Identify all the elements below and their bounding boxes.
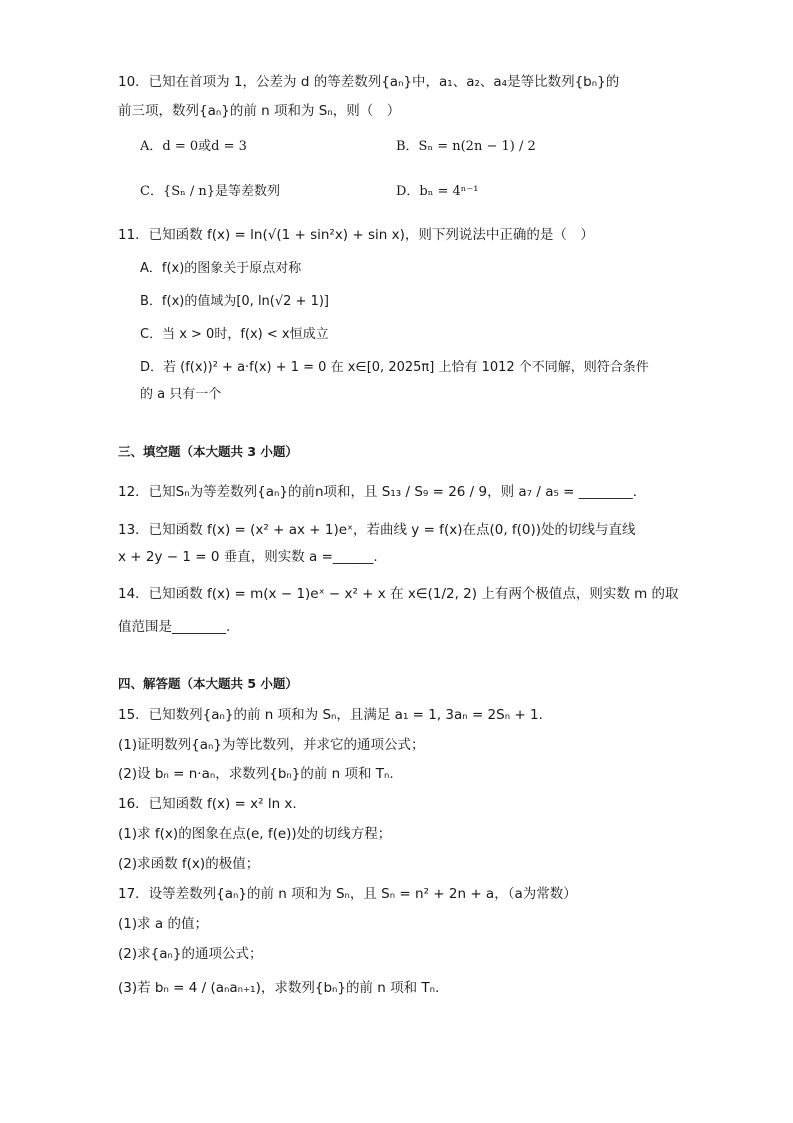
q14-line1: 14．已知函数 f(x) = m(x − 1)eˣ − x² + x 在 x∈(1/2, 2) 上有两个极值点，则实数 m 的取 xyxy=(118,586,679,602)
q16-part2: (2)求函数 f(x)的极值； xyxy=(118,856,260,872)
q15-part2: (2)设 bₙ = n·aₙ，求数列{bₙ}的前 n 项和 Tₙ. xyxy=(118,766,394,782)
q17-line1: 17．设等差数列{aₙ}的前 n 项和为 Sₙ，且 Sₙ = n² + 2n + a，（a为常数） xyxy=(118,886,577,902)
q17-part1: (1)求 a 的值； xyxy=(118,916,208,932)
q12: 12．已知Sₙ为等差数列{aₙ}的前n项和，且 S₁₃ / S₉ = 26 / 9，则 a₇ / a₅ = ________． xyxy=(118,484,647,500)
q10-line1: 10．已知在首项为 1，公差为 d 的等差数列{aₙ}中，a₁、a₂、a₄是等比数列{bₙ}的 xyxy=(118,74,620,90)
q14-line2: 值范围是________. xyxy=(118,619,231,635)
q10-option-a: A．d = 0或d = 3 xyxy=(140,139,247,154)
q11-option-a: A．f(x)的图象关于原点对称 xyxy=(140,261,302,276)
q11-option-c: C．当 x > 0时，f(x) < x恒成立 xyxy=(140,327,329,342)
q17-part2: (2)求{aₙ}的通项公式； xyxy=(118,946,263,962)
q16-line1: 16．已知函数 f(x) = x² ln x. xyxy=(118,796,297,812)
q17-part3: (3)若 bₙ = 4 / (aₙaₙ₊₁)，求数列{bₙ}的前 n 项和 Tₙ. xyxy=(118,980,440,996)
q13-line2: x + 2y − 1 = 0 垂直，则实数 a =______. xyxy=(118,549,378,565)
q16-part1: (1)求 f(x)的图象在点(e, f(e))处的切线方程； xyxy=(118,826,392,842)
q11-option-d-line1: D．若 (f(x))² + a·f(x) + 1 = 0 在 x∈[0, 2025π] 上恰有 1012 个不同解，则符合条件 xyxy=(140,360,649,375)
q15-line1: 15．已知数列{aₙ}的前 n 项和为 Sₙ，且满足 a₁ = 1, 3aₙ = 2Sₙ + 1. xyxy=(118,707,543,723)
q11-option-b: B．f(x)的值域为[0, ln(√2 + 1)] xyxy=(140,294,329,309)
section-3-heading: 三、填空题（本大题共 3 小题） xyxy=(118,444,298,459)
q10-line2: 前三项，数列{aₙ}的前 n 项和为 Sₙ，则（ ） xyxy=(118,103,401,119)
section-4-heading: 四、解答题（本大题共 5 小题） xyxy=(118,676,298,691)
q10-option-b: B．Sₙ = n(2n − 1) / 2 xyxy=(396,139,536,154)
q11-option-d-line2: 的 a 只有一个 xyxy=(140,387,222,402)
q15-part1: (1)证明数列{aₙ}为等比数列，并求它的通项公式； xyxy=(118,737,425,753)
q11-line1: 11．已知函数 f(x) = ln(√(1 + sin²x) + sin x)，则下列说法中正确的是（ ） xyxy=(118,227,594,243)
q10-option-c: C．{Sₙ / n}是等差数列 xyxy=(140,184,281,199)
q13-line1: 13．已知函数 f(x) = (x² + ax + 1)eˣ，若曲线 y = f(x)在点(0, f(0))处的切线与直线 xyxy=(118,522,636,538)
q10-option-d: D．bₙ = 4ⁿ⁻¹ xyxy=(396,184,479,199)
